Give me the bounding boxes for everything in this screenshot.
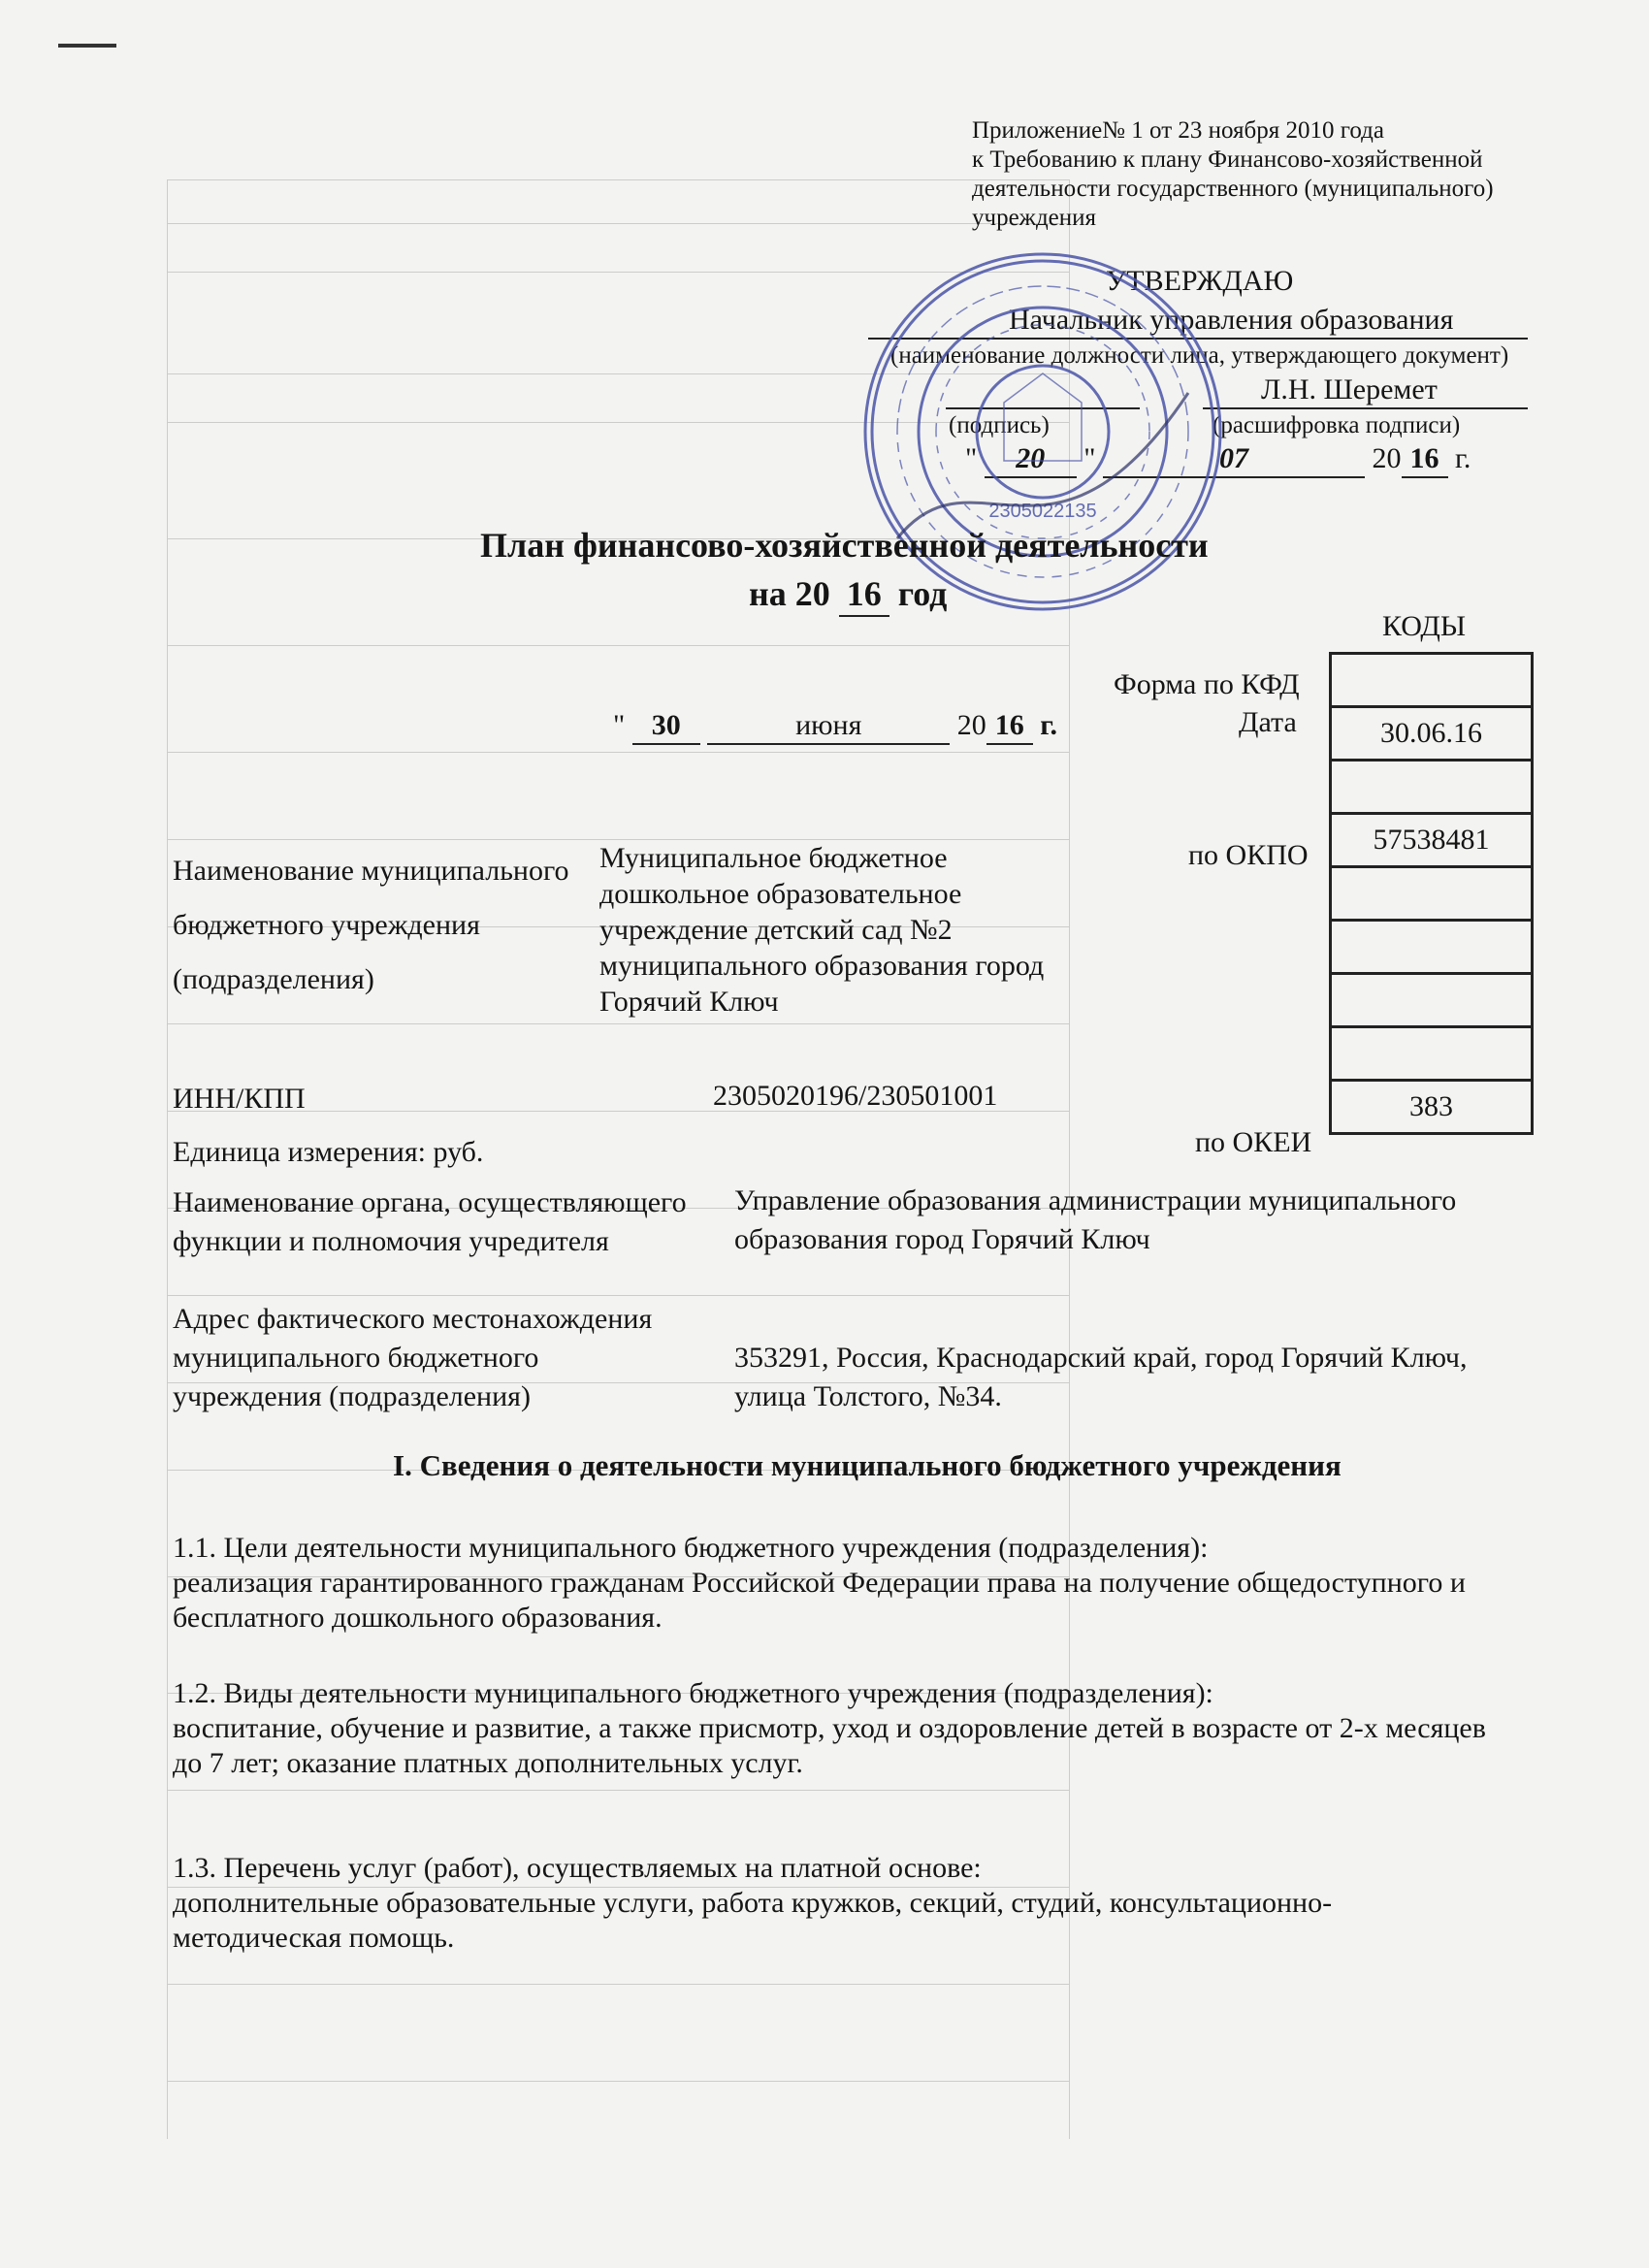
label-line: учреждения (подразделения)	[173, 1380, 531, 1412]
section-1-heading: I. Сведения о деятельности муниципального бюджетного учреждения	[393, 1448, 1342, 1482]
institution-name-value	[599, 840, 1044, 1020]
inn-value: 2305020196/230501001	[713, 1080, 998, 1112]
annex-line: к Требованию к плану Финансово-хозяйственной	[972, 146, 1483, 173]
section-1-1	[173, 1531, 1466, 1636]
doc-year-suffix: г.	[1040, 709, 1057, 741]
label-line: Адрес фактического местонахождения	[173, 1303, 653, 1335]
code-form-kfd	[1332, 655, 1531, 708]
position-caption: (наименование должности лица, утверждающего документ)	[890, 342, 1509, 369]
paragraph-text: бесплатного дошкольного образования.	[173, 1602, 663, 1634]
code-empty	[1332, 975, 1531, 1028]
paragraph-title: 1.2. Виды деятельности муниципального бюджетного учреждения (подразделения):	[173, 1677, 1213, 1709]
approval-month: 07	[1103, 441, 1365, 478]
plan-year-suffix: год	[897, 574, 948, 613]
paragraph-text: дополнительные образовательные услуги, работа кружков, секций, студий, консультационно-	[173, 1887, 1333, 1919]
approval-year: 16	[1402, 441, 1448, 478]
value-line: Горячий Ключ	[599, 986, 779, 1018]
label-line: функции и полномочия учредителя	[173, 1225, 609, 1257]
value-line: учреждение детский сад №2	[599, 914, 953, 946]
address-label	[173, 1300, 652, 1416]
quote-close: "	[1083, 442, 1096, 474]
value-line: дошкольное образовательное	[599, 878, 962, 910]
okpo-label: по ОКПО	[1188, 839, 1309, 871]
value-line: образования город Горячий Ключ	[734, 1223, 1150, 1255]
scan-edge-mark	[58, 44, 116, 48]
annex-line: деятельности государственного (муниципального)	[972, 176, 1494, 202]
code-empty	[1332, 1028, 1531, 1082]
value-line: Муниципальное бюджетное	[599, 842, 948, 874]
signature-caption: (подпись)	[949, 412, 1050, 438]
approve-word: УТВЕРЖДАЮ	[1106, 265, 1294, 297]
paragraph-text: до 7 лет; оказание платных дополнительных услуг.	[173, 1747, 803, 1779]
approval-year-prefix: 20	[1372, 442, 1402, 474]
stamp-number: 2305022135	[988, 501, 1097, 522]
institution-name-label	[173, 850, 569, 1001]
form-kfd-label: Форма по КФД	[1114, 668, 1300, 700]
label-line: Наименование муниципального	[173, 855, 569, 887]
section-1-2	[173, 1676, 1486, 1781]
name-caption: (расшифровка подписи)	[1212, 412, 1461, 438]
annex-line: учреждения	[972, 205, 1097, 231]
quote-open: "	[613, 709, 626, 741]
annex-line: Приложение№ 1 от 23 ноября 2010 года	[972, 117, 1384, 144]
plan-year-prefix: на 20	[749, 574, 830, 613]
doc-year-prefix: 20	[956, 709, 986, 741]
founder-value	[734, 1182, 1456, 1259]
approval-day: 20	[985, 441, 1077, 478]
plan-title: План финансово-хозяйственной деятельности	[480, 526, 1209, 565]
doc-month: июня	[707, 708, 950, 745]
value-line: Управление образования администрации муниципального	[734, 1184, 1457, 1216]
codes-table	[1329, 652, 1534, 1135]
plan-year-line	[749, 572, 947, 617]
value-line: улица Толстого, №34.	[734, 1380, 1002, 1412]
code-okei: 383	[1332, 1082, 1531, 1135]
inn-label: ИНН/КПП	[173, 1083, 306, 1115]
code-okpo: 57538481	[1332, 815, 1531, 868]
plan-year: 16	[839, 572, 889, 617]
label-line: муниципального бюджетного	[173, 1342, 539, 1374]
label-line: (подразделения)	[173, 963, 374, 995]
label-line: Наименование органа, осуществляющего	[173, 1186, 687, 1218]
approver-position: Начальник управления образования	[1009, 304, 1454, 336]
quote-open: "	[965, 442, 978, 474]
paragraph-text: реализация гарантированного гражданам Российской Федерации права на получение общедоступного и	[173, 1567, 1466, 1599]
date-label: Дата	[1239, 706, 1297, 738]
label-line: бюджетного учреждения	[173, 909, 480, 941]
annex-note	[972, 116, 1494, 233]
address-value	[734, 1339, 1468, 1416]
code-empty	[1332, 922, 1531, 975]
paragraph-text: методическая помощь.	[173, 1922, 455, 1954]
approval-year-suffix: г.	[1455, 442, 1471, 474]
code-date: 30.06.16	[1332, 708, 1531, 761]
document-date	[613, 708, 1057, 745]
code-empty	[1332, 761, 1531, 815]
value-line: 353291, Россия, Краснодарский край, город Горячий Ключ,	[734, 1342, 1468, 1374]
okei-label: по ОКЕИ	[1195, 1126, 1312, 1158]
paragraph-title: 1.1. Цели деятельности муниципального бюджетного учреждения (подразделения):	[173, 1532, 1209, 1564]
doc-day: 30	[632, 708, 700, 745]
founder-label	[173, 1183, 687, 1261]
paragraph-text: воспитание, обучение и развитие, а также присмотр, уход и оздоровление детей в возрасте от 2-х месяцев	[173, 1712, 1486, 1744]
codes-header: КОДЫ	[1382, 610, 1467, 642]
paragraph-title: 1.3. Перечень услуг (работ), осуществляемых на платной основе:	[173, 1852, 982, 1884]
section-1-3	[173, 1851, 1332, 1956]
code-empty	[1332, 868, 1531, 922]
value-line: муниципального образования город	[599, 950, 1045, 982]
signer-name: Л.Н. Шеремет	[1261, 373, 1438, 405]
doc-year: 16	[986, 708, 1033, 745]
unit-label: Единица измерения: руб.	[173, 1136, 484, 1168]
